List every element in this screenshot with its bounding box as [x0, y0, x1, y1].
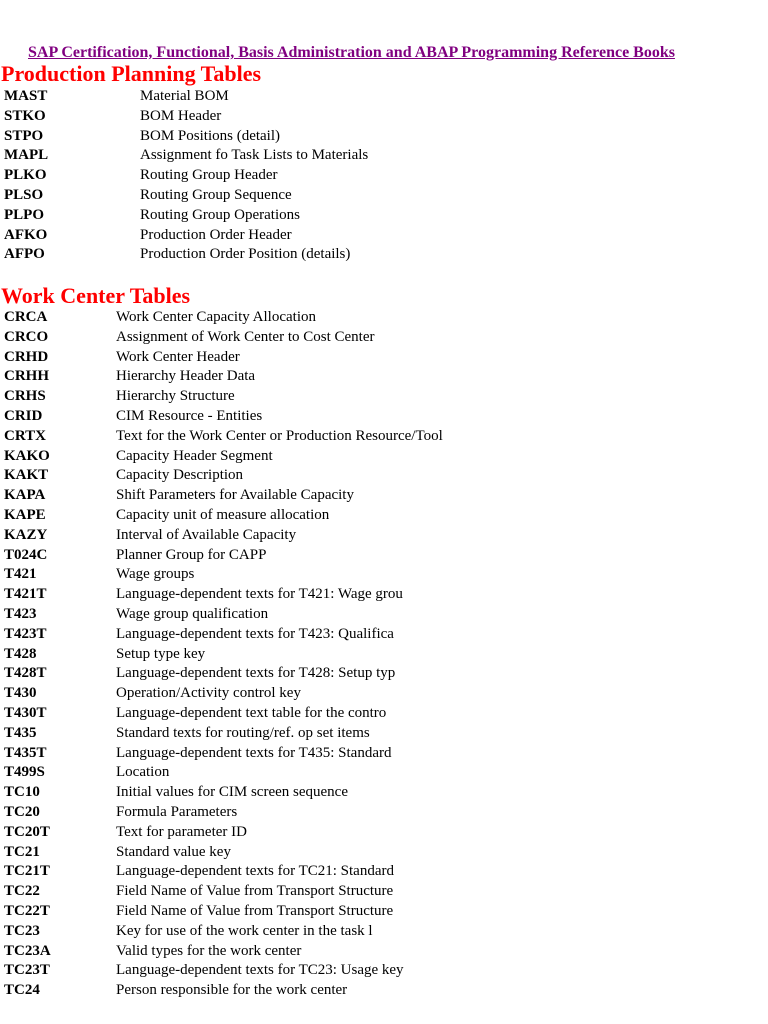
table-code: CRTX: [4, 427, 46, 444]
table-code: TC21T: [4, 863, 50, 880]
table-description: Text for the Work Center or Production Resource/Tool: [116, 427, 443, 444]
table-description: Interval of Available Capacity: [116, 526, 297, 543]
table-description: Hierarchy Header Data: [116, 368, 256, 385]
table-description: Language-dependent texts for T421: Wage grou: [116, 586, 403, 603]
table-code: STPO: [4, 127, 44, 144]
table-code: T421: [4, 566, 37, 583]
table-description: Production Order Position (details): [140, 246, 351, 263]
table-description: CIM Resource - Entities: [116, 407, 263, 424]
table-code: TC24: [4, 982, 40, 999]
table-code: T423: [4, 605, 37, 622]
table-code: TC20: [4, 803, 40, 820]
table-description: Standard value key: [116, 843, 231, 860]
table-code: KAPE: [4, 506, 46, 523]
table-code: CRHD: [4, 348, 49, 365]
table-code: CRHS: [4, 388, 46, 405]
table-description: Assignment fo Task Lists to Materials: [140, 147, 369, 164]
table-description: Material BOM: [140, 88, 229, 104]
table-description: Assignment of Work Center to Cost Center: [116, 328, 375, 345]
table-description: Setup type key: [116, 645, 206, 662]
table-description: Language-dependent texts for TC21: Standard: [116, 863, 394, 880]
table-code: T435: [4, 724, 37, 741]
table-code: TC10: [4, 784, 40, 801]
table-code: CRID: [4, 407, 43, 424]
table-code: T423T: [4, 625, 47, 642]
table-description: Work Center Header: [116, 348, 240, 365]
table-description: Hierarchy Structure: [116, 388, 235, 405]
table-code: CRCO: [4, 328, 49, 345]
table-code: PLPO: [4, 206, 44, 223]
table-description: Capacity unit of measure allocation: [116, 506, 330, 523]
table-description: Formula Parameters: [116, 803, 238, 820]
table-description: Language-dependent texts for TC23: Usage key: [116, 962, 404, 979]
table-code: STKO: [4, 107, 46, 124]
table-code: T421T: [4, 586, 47, 603]
table-code: AFPO: [4, 246, 45, 263]
table-code: PLSO: [4, 186, 44, 203]
table-description: Initial values for CIM screen sequence: [116, 784, 348, 801]
table-description: Routing Group Sequence: [140, 186, 292, 203]
table-code: MAST: [4, 88, 48, 104]
table-description: Shift Parameters for Available Capacity: [116, 487, 354, 504]
table-code: MAPL: [4, 147, 49, 164]
table-description: BOM Positions (detail): [140, 127, 281, 144]
table-description: Location: [116, 764, 170, 781]
table-code: KAZY: [4, 526, 48, 543]
table-description: Text for parameter ID: [116, 823, 247, 840]
work-center-title: Work Center Tables: [1, 283, 191, 308]
table-description: BOM Header: [140, 107, 222, 124]
table-description: Planner Group for CAPP: [116, 546, 267, 563]
table-code: T428: [4, 645, 37, 662]
production-planning-title: Production Planning Tables: [1, 61, 262, 86]
table-code: T499S: [4, 764, 45, 781]
reference-books-link[interactable]: SAP Certification, Functional, Basis Administration and ABAP Programming Reference Books: [28, 44, 675, 61]
table-code: KAKT: [4, 467, 49, 484]
table-code: TC22T: [4, 902, 50, 919]
table-code: TC20T: [4, 823, 50, 840]
table-description: Capacity Description: [116, 467, 244, 484]
table-description: Language-dependent texts for T423: Qualifica: [116, 625, 394, 642]
table-description: Field Name of Value from Transport Structure: [116, 902, 394, 919]
table-code: TC23: [4, 922, 40, 939]
table-description: Valid types for the work center: [116, 942, 302, 959]
table-code: TC23T: [4, 962, 50, 979]
table-description: Capacity Header Segment: [116, 447, 273, 464]
table-code: PLKO: [4, 167, 47, 184]
table-code: TC21: [4, 843, 40, 860]
table-code: KAPA: [4, 487, 46, 504]
table-code: CRHH: [4, 368, 49, 385]
table-code: T024C: [4, 546, 48, 563]
table-code: KAKO: [4, 447, 50, 464]
table-description: Language-dependent texts for T428: Setup typ: [116, 665, 396, 682]
table-code: CRCA: [4, 309, 48, 325]
table-code: T435T: [4, 744, 47, 761]
table-description: Work Center Capacity Allocation: [116, 309, 316, 325]
table-code: AFKO: [4, 226, 48, 243]
table-description: Language-dependent text table for the contro: [116, 704, 387, 721]
table-code: TC22: [4, 883, 40, 900]
table-description: Wage group qualification: [116, 605, 269, 622]
table-description: Person responsible for the work center: [116, 982, 348, 999]
table-description: Language-dependent texts for T435: Standard: [116, 744, 392, 761]
table-code: T430T: [4, 704, 47, 721]
table-description: Wage groups: [116, 566, 195, 583]
table-description: Routing Group Header: [140, 167, 278, 184]
table-code: T428T: [4, 665, 47, 682]
table-description: Production Order Header: [140, 226, 292, 243]
table-description: Key for use of the work center in the task l: [116, 922, 373, 939]
table-code: TC23A: [4, 942, 51, 959]
table-description: Field Name of Value from Transport Structure: [116, 883, 394, 900]
table-description: Standard texts for routing/ref. op set items: [116, 724, 370, 741]
table-description: Routing Group Operations: [140, 206, 300, 223]
table-code: T430: [4, 685, 37, 702]
table-description: Operation/Activity control key: [116, 685, 301, 702]
